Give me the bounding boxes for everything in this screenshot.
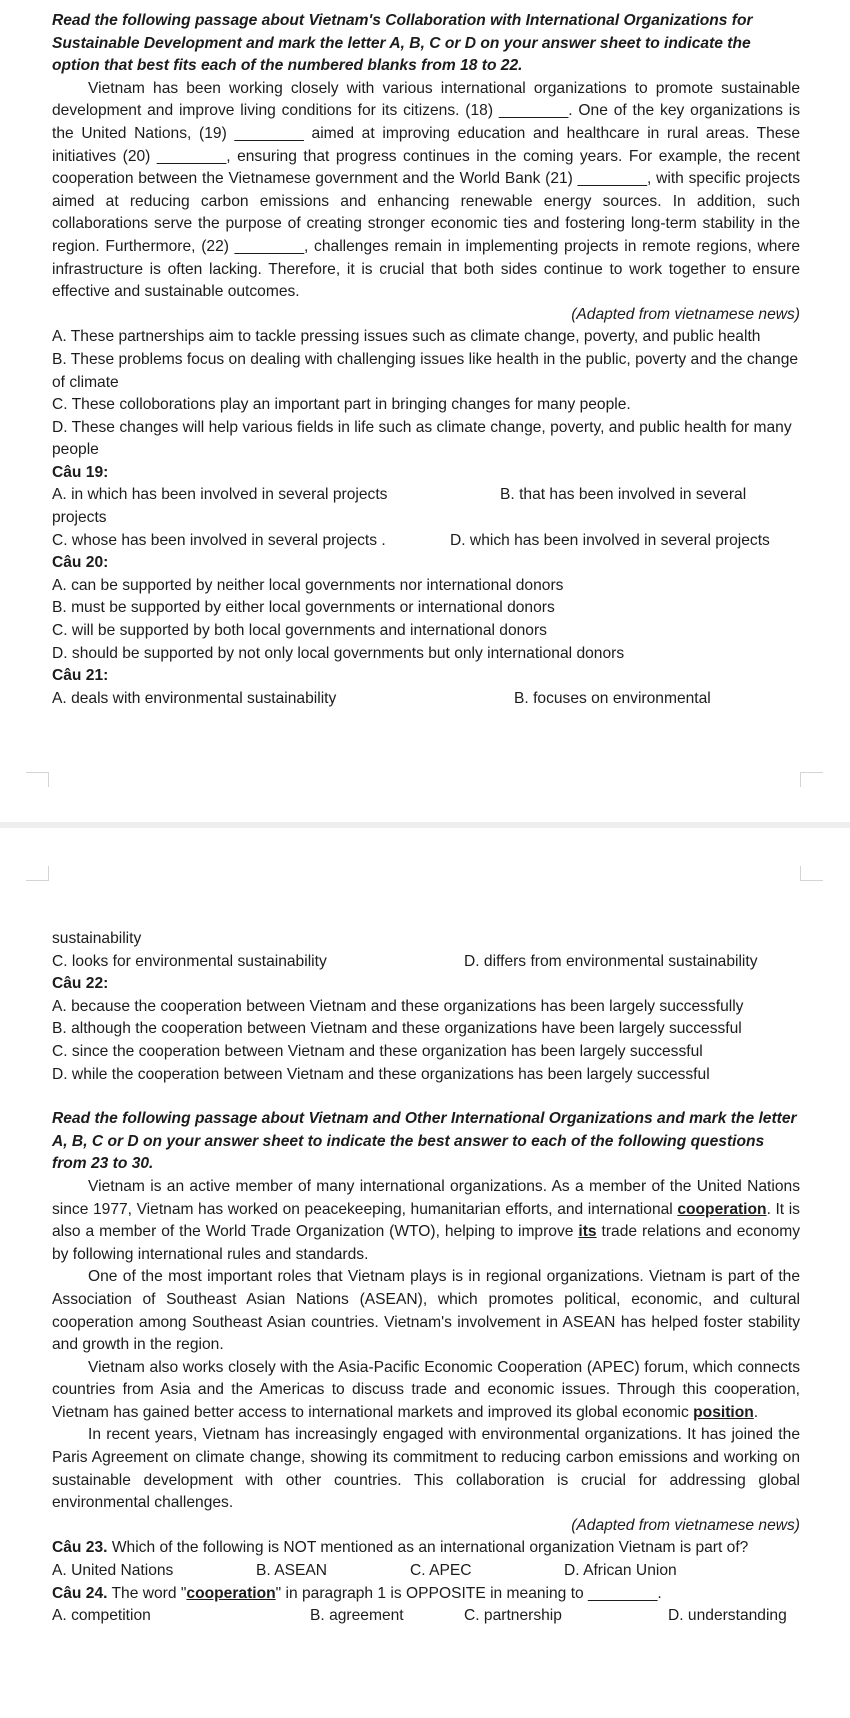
q19-option-b: B. that has been involved in several bbox=[500, 486, 747, 504]
q24-option-b: B. agreement bbox=[310, 1607, 404, 1625]
q21-option-b-cont: sustainability bbox=[52, 930, 142, 947]
q23-option-c: C. APEC bbox=[410, 1562, 472, 1580]
q19-option-d: D. which has been involved in several projects bbox=[450, 531, 770, 549]
q21-option-d: D. differs from environmental sustainability bbox=[464, 952, 758, 970]
passage-source: (Adapted from vietnamese news) bbox=[571, 305, 800, 323]
q19-row-cd bbox=[52, 530, 800, 553]
q22-option-b: B. although the cooperation between Vietnam and these organizations have been largely successful bbox=[52, 1020, 742, 1038]
q20-label: Câu 20: bbox=[52, 554, 109, 572]
q18-option-c: C. These colloborations play an important part in bringing changes for many people. bbox=[52, 396, 631, 414]
q20-option-d: D. should be supported by not only local governments but only international donors bbox=[52, 644, 625, 662]
q24-label: Câu 24. bbox=[52, 1584, 108, 1602]
q21-option-c: C. looks for environmental sustainability bbox=[52, 952, 327, 970]
passage-paragraph-1: Vietnam is an active member of many international organizations. As a member of the United Nations since 1977, Vietnam has worked on peacekeeping, humanitarian efforts, and international cooperation. It is also a member of the World Trade Organization (WTO), helping to improve its trade relations and economy by following international rules and standards. bbox=[52, 1177, 801, 1263]
page-corner-mark bbox=[26, 866, 49, 881]
q19-option-b-cont: projects bbox=[52, 509, 107, 527]
passage-paragraph-4: In recent years, Vietnam has increasingly engaged with environmental organizations. It has joined the Paris Agreement on climate change, showing its commitment to reducing carbon emissions and working on sustainable development with other countries. This collaboration is crucial for addressing global environmental challenges. bbox=[52, 1426, 800, 1512]
q19-label: Câu 19: bbox=[52, 463, 109, 481]
passage-source-2: (Adapted from vietnamese news) bbox=[571, 1516, 800, 1534]
q19-row-ab bbox=[52, 484, 800, 507]
q20-option-c: C. will be supported by both local governments and international donors bbox=[52, 622, 547, 640]
q23-option-b: B. ASEAN bbox=[256, 1562, 328, 1580]
highlight-its: its bbox=[578, 1223, 597, 1241]
highlight-cooperation: cooperation bbox=[677, 1200, 767, 1218]
page-corner-mark bbox=[26, 772, 49, 787]
q21-row-ab bbox=[52, 688, 800, 711]
q24-option-d: D. understanding bbox=[668, 1607, 787, 1625]
q23-stem: Câu 23. Which of the following is NOT mentioned as an international organization Vietnam is part of? bbox=[52, 1539, 749, 1557]
q23-option-d: D. African Union bbox=[564, 1562, 677, 1580]
page-corner-mark bbox=[800, 772, 823, 787]
highlight-position: position bbox=[693, 1403, 754, 1421]
passage-paragraph-3: Vietnam also works closely with the Asia-Pacific Economic Cooperation (APEC) forum, which connects countries from Asia and the Americas to discuss trade and economic issues. Through this cooperation, Vietnam has gained better access to international markets and improved its global economic position. bbox=[52, 1358, 800, 1421]
q20-option-b: B. must be supported by either local governments or international donors bbox=[52, 599, 555, 617]
q22-option-a: A. because the cooperation between Vietnam and these organizations has been largely successfully bbox=[52, 997, 744, 1015]
q22-option-d: D. while the cooperation between Vietnam and these organizations has been largely successful bbox=[52, 1065, 710, 1083]
q23-label: Câu 23. bbox=[52, 1539, 108, 1557]
exercise-part-23-30 bbox=[52, 928, 800, 1628]
q19-option-c: C. whose has been involved in several projects . bbox=[52, 531, 386, 549]
q24-highlight-word: cooperation bbox=[186, 1584, 276, 1602]
page-corner-mark bbox=[800, 866, 823, 881]
passage-collaboration: Vietnam has been working closely with various international organizations to promote sustainable development and improve living conditions for its citizens. (18) ________. One of the key organizations is the United Nations, (19) ________ aimed at improving education and healthcare in rural areas. These initiatives (20) ________, ensuring that progress continues in the coming years. For example, the recent cooperation between the Vietnamese government and the World Bank (21) ________, with specific projects aimed at reducing carbon emissions and enhancing renewable energy sources. In addition, such collaborations serve the purpose of creating stronger economic ties and fostering long-term stability in the region. Furthermore, (22) ________, challenges remain in implementing projects in remote regions, where infrastructure is often lacking. Therefore, it is crucial that both sides continue to work together to ensure effective and sustainable outcomes. bbox=[52, 79, 800, 301]
q24-options bbox=[52, 1605, 800, 1628]
q24-option-a: A. competition bbox=[52, 1607, 151, 1625]
q21-option-a: A. deals with environmental sustainability bbox=[52, 689, 337, 707]
instruction-18-22: Read the following passage about Vietnam's Collaboration with International Organizations for Sustainable Development and mark the letter A, B, C or D on your answer sheet to indicate the option that best fits each of the numbered blanks from 18 to 22. bbox=[52, 12, 753, 75]
q18-option-a: A. These partnerships aim to tackle pressing issues such as climate change, poverty, and public health bbox=[52, 328, 761, 346]
q20-option-a: A. can be supported by neither local governments nor international donors bbox=[52, 576, 564, 594]
q19-option-a: A. in which has been involved in several projects bbox=[52, 486, 388, 504]
exercise-part-18-22 bbox=[52, 10, 800, 710]
q21-row-cd bbox=[52, 951, 800, 974]
q18-option-b: B. These problems focus on dealing with challenging issues like health in the public, poverty and the change of climate bbox=[52, 350, 799, 391]
q21-label: Câu 21: bbox=[52, 667, 109, 685]
passage-paragraph-2: One of the most important roles that Vietnam plays is in regional organizations. Vietnam is part of the Association of Southeast Asian Nations (ASEAN), which promotes political, economic, and cultural cooperation among Southeast Asian countries. Vietnam's involvement in ASEAN has helped foster stability and growth in the region. bbox=[52, 1268, 800, 1354]
q24-option-c: C. partnership bbox=[464, 1607, 562, 1625]
instruction-23-30: Read the following passage about Vietnam and Other International Organizations and mark the letter A, B, C or D on your answer sheet to indicate the best answer to each of the following questions from 23 to 30. bbox=[52, 1110, 797, 1173]
q22-label: Câu 22: bbox=[52, 975, 109, 993]
q23-option-a: A. United Nations bbox=[52, 1562, 174, 1580]
q23-options bbox=[52, 1560, 800, 1583]
q24-stem: Câu 24. The word "cooperation" in paragraph 1 is OPPOSITE in meaning to ________. bbox=[52, 1584, 662, 1602]
page-separator bbox=[0, 822, 850, 828]
q21-option-b: B. focuses on environmental bbox=[514, 689, 711, 707]
q18-option-d: D. These changes will help various fields in life such as climate change, poverty, and public health for many people bbox=[52, 418, 792, 459]
q22-option-c: C. since the cooperation between Vietnam and these organization has been largely successful bbox=[52, 1042, 703, 1060]
